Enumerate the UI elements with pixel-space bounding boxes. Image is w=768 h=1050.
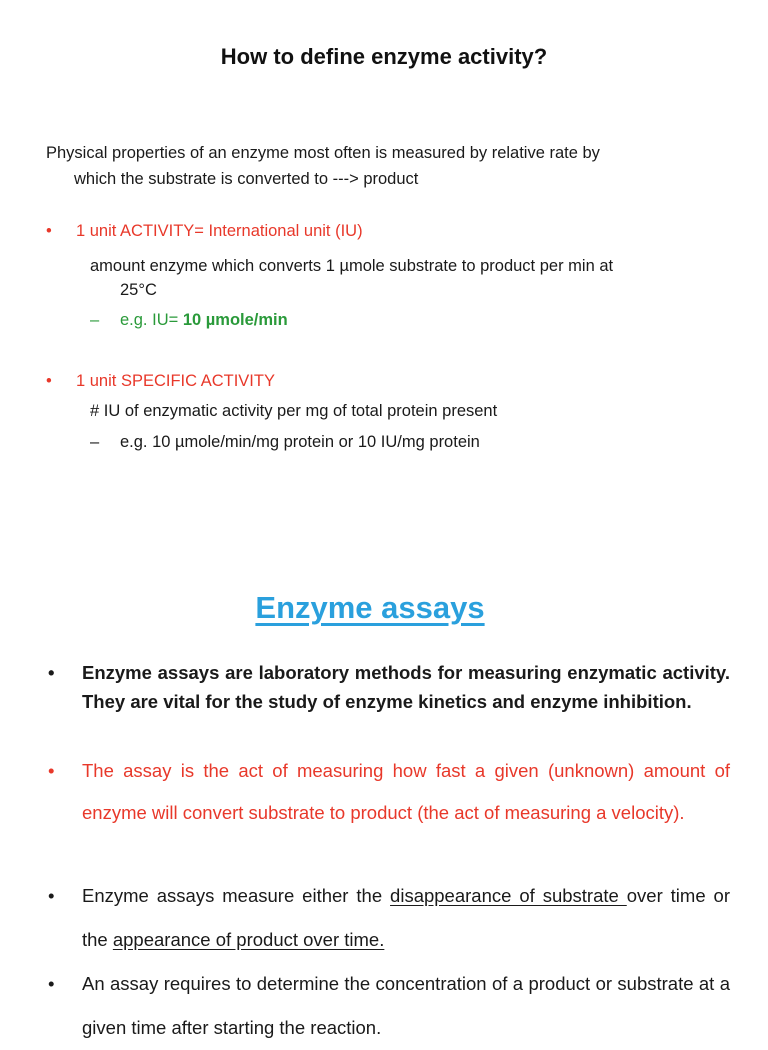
assay-paragraph-2-text: The assay is the act of measuring how fast a given (unknown) amount of enzyme will convert substrate to product (the act of measuring a velocity). (82, 760, 730, 823)
bullet-icon: • (46, 372, 52, 390)
unit-activity-desc-line-1: amount enzyme which converts 1 µmole substrate to product per min at (90, 257, 614, 275)
unit-activity-description (90, 254, 740, 302)
p3-part-b: over time or the (82, 885, 731, 950)
specific-activity-heading (46, 372, 275, 391)
p3-part-a: Enzyme assays measure either the (82, 885, 391, 906)
specific-activity-example-text: e.g. 10 µmole/min/mg protein or 10 IU/mg protein (120, 433, 480, 451)
unit-activity-heading (46, 222, 363, 241)
unit-activity-example (90, 311, 288, 330)
assay-paragraph-3-text (82, 874, 730, 962)
intro-line-2: which the substrate is converted to ---> product (74, 170, 419, 188)
bullet-icon: • (48, 760, 55, 781)
p3-underline-substrate: disappearance of substrate (390, 885, 627, 906)
slide2-title: Enzyme assays (255, 590, 485, 625)
dash-icon: – (90, 433, 100, 451)
assay-paragraph-1 (40, 658, 730, 716)
slide1-title: How to define enzyme activity? (220, 44, 548, 69)
unit-activity-heading-text: 1 unit ACTIVITY= International unit (IU) (76, 222, 363, 240)
assay-paragraph-4 (40, 962, 730, 1050)
specific-activity-heading-text: 1 unit SPECIFIC ACTIVITY (76, 372, 275, 390)
unit-activity-desc-line-2: 25°C (120, 281, 157, 299)
assay-paragraph-1-text: Enzyme assays are laboratory methods for measuring enzymatic activity. They are vital for the study of enzyme kinetics and enzyme inhibition. (82, 662, 730, 712)
unit-activity-example-value: 10 µmole/min (182, 311, 288, 329)
assay-paragraph-4-text: An assay requires to determine the concentration of a product or substrate at a given time after starting the reaction. (82, 973, 730, 1038)
assay-paragraph-3 (40, 874, 730, 962)
bullet-icon: • (48, 885, 55, 906)
dash-icon: – (90, 311, 100, 329)
bullet-icon: • (46, 222, 52, 240)
assay-paragraph-2 (40, 750, 730, 834)
specific-activity-example (90, 433, 480, 452)
bullet-icon: • (48, 662, 55, 683)
unit-activity-example-prefix: e.g. IU= (120, 311, 183, 329)
bullet-icon: • (48, 973, 55, 994)
intro-line-1: Physical properties of an enzyme most often is measured by relative rate by (46, 144, 600, 162)
p3-underline-product: appearance of product over time. (112, 929, 385, 950)
intro-paragraph (46, 140, 746, 192)
specific-activity-description: # IU of enzymatic activity per mg of total protein present (90, 402, 498, 420)
